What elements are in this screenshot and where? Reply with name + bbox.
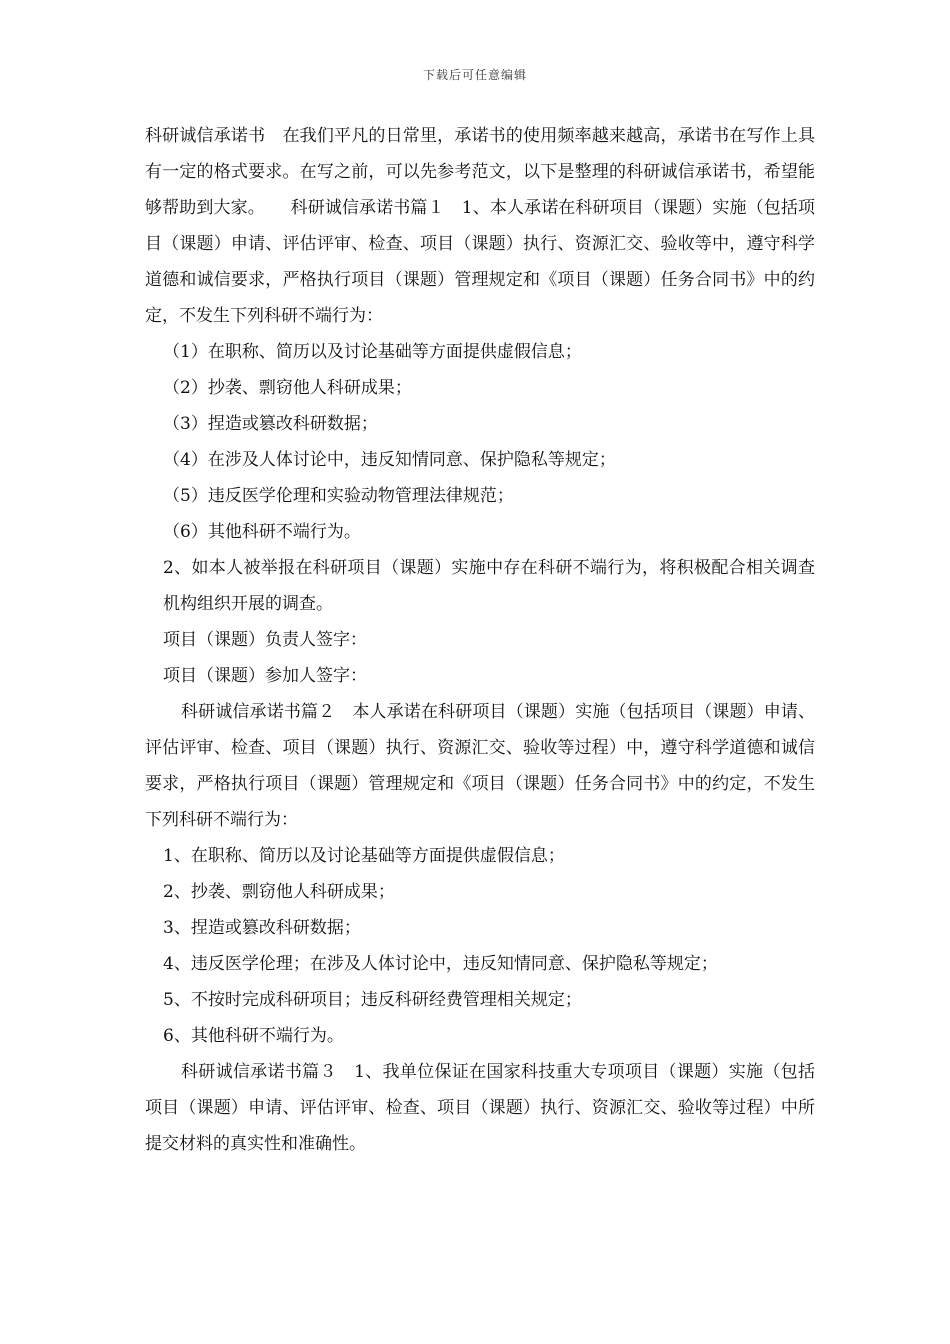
list-item: 5、不按时完成科研项目；违反科研经费管理相关规定；: [163, 990, 582, 1010]
list-item: 2、抄袭、剽窃他人科研成果；: [163, 882, 395, 902]
list-item: （1）在职称、简历以及讨论基础等方面提供虚假信息；: [163, 342, 582, 362]
page-header: 下载后可任意编辑: [422, 68, 527, 82]
leader-signature-line: 项目（课题）负责人签字：: [163, 630, 367, 650]
list-item: 3、捏造或篡改科研数据；: [163, 918, 361, 938]
list-item: （6）其他科研不端行为。: [163, 522, 361, 542]
list-item: 4、违反医学伦理；在涉及人体讨论中，违反知情同意、保护隐私等规定；: [163, 954, 718, 974]
intro-paragraph: 科研诚信承诺书 在我们平凡的日常里，承诺书的使用频率越来越高，承诺书在写作上具有一定的格式要求。在写之前，可以先参考范文，以下是整理的科研诚信承诺书，希望能够帮助到大家。 科研诚信承诺书篇１ 1、本人承诺在科研项目（课题）实施（包括项目（课题）申请、评估评审、检查、项目（课题）执行、资源汇交、验收等中，遵守科学道德和诚信要求，严格执行项目（课题）管理规定和《项目（课题）任务合同书》中的约定，不发生下列科研不端行为：: [145, 126, 815, 326]
document-body: [145, 118, 815, 1162]
pledge-2-paragraph: 科研诚信承诺书篇２ 本人承诺在科研项目（课题）实施（包括项目（课题）申请、评估评审、检查、项目（课题）执行、资源汇交、验收等过程）中，遵守科学道德和诚信要求，严格执行项目（课题）管理规定和《项目（课题）任务合同书》中的约定，不发生下列科研不端行为：: [145, 702, 815, 830]
participant-signature-line: 项目（课题）参加人签字：: [163, 666, 367, 686]
list-item: （4）在涉及人体讨论中，违反知情同意、保护隐私等规定；: [163, 450, 616, 470]
investigation-paragraph: 2、如本人被举报在科研项目（课题）实施中存在科研不端行为，将积极配合相关调查机构组织开展的调查。: [163, 558, 815, 614]
list-item: （2）抄袭、剽窃他人科研成果；: [163, 378, 412, 398]
pledge-3-paragraph: 科研诚信承诺书篇３ 1、我单位保证在国家科技重大专项项目（课题）实施（包括项目（课题）申请、评估评审、检查、项目（课题）执行、资源汇交、验收等过程）中所提交材料的真实性和准确性。: [145, 1062, 815, 1154]
list-item: 6、其他科研不端行为。: [163, 1026, 344, 1046]
list-item: （5）违反医学伦理和实验动物管理法律规范；: [163, 486, 514, 506]
list-item: （3）捏造或篡改科研数据；: [163, 414, 378, 434]
list-item: 1、在职称、简历以及讨论基础等方面提供虚假信息；: [163, 846, 565, 866]
